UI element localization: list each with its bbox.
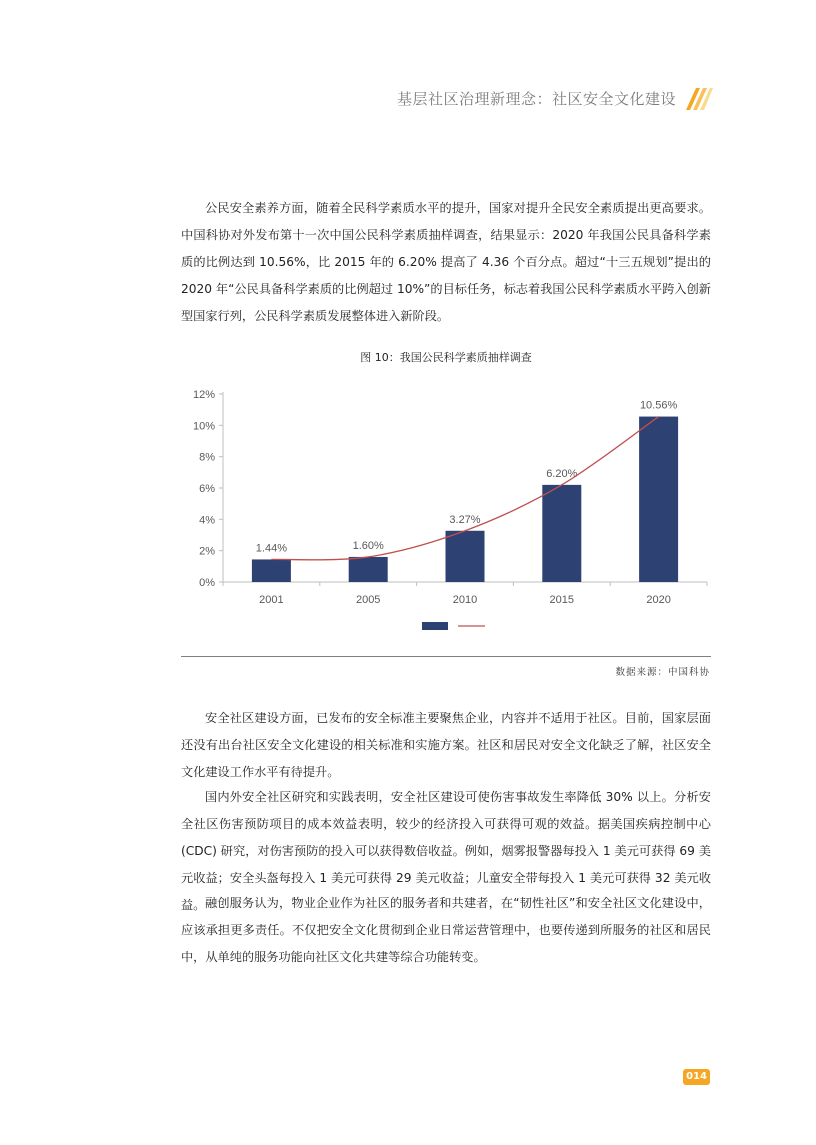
y-tick-label: 12% <box>192 389 215 401</box>
paragraph-citizen-literacy: 公民安全素养方面，随着全民科学素质水平的提升，国家对提升全民安全素质提出更高要求。中国科协对外发布第十一次中国公民科学素质抽样调查，结果显示：2020 年我国公民具备科学素质的比例达到 10.56%，比 2015 年的 6.20% 提高了 4.36 个百分点。超过“十三五规划”提出的 2020 年“公民具备科学素质的比例超过 10%”的目标任务，标志着我国公民科学素质水平跨入创新型国家行列，公民科学素质发展整体进入新阶段。 <box>181 201 711 323</box>
paragraph-property-service: 融创服务认为，物业企业作为社区的服务者和共建者，在“韧性社区”和安全社区文化建设中，应该承担更多责任。不仅把安全文化贯彻到企业日常运营管理中，也要传递到所服务的社区和居民中，从单纯的服务功能向社区文化共建等综合功能转变。 <box>181 896 711 964</box>
bar-2015 <box>542 485 581 582</box>
y-tick-label: 0% <box>199 577 215 589</box>
data-source: 数据来源：中国科协 <box>615 667 710 678</box>
y-tick-label: 8% <box>199 451 215 464</box>
y-tick-label: 6% <box>199 483 215 495</box>
literacy-bar-chart <box>181 380 711 640</box>
bar-2001 <box>252 559 291 582</box>
figure-caption: 图 10：我国公民科学素质抽样调查 <box>360 351 532 364</box>
header-logo-icon <box>682 82 714 112</box>
y-tick-label: 4% <box>199 514 215 527</box>
x-tick-label: 2005 <box>355 594 381 606</box>
paragraph-research-evidence: 国内外安全社区研究和实践表明，安全社区建设可使伤害事故发生率降低 30% 以上。分析安全社区伤害预防项目的成本效益表明，较少的经济投入可获得可观的效益。据美国疾病控制中心 (CDC) 研究，对伤害预防的投入可以获得数倍收益。例如，烟雾报警器每投入 1 美元可获得 69 美元收益；安全头盔每投入 1 美元可获得 29 美元收益；儿童安全带每投入 1 美元可获得 32 美元收益。 <box>181 790 711 912</box>
x-tick-label: 2001 <box>259 594 284 606</box>
data-label-2010: 3.27% <box>449 513 481 526</box>
x-tick-label: 2020 <box>646 594 671 606</box>
bar-2005 <box>349 557 388 582</box>
x-tick-label: 2010 <box>452 594 478 606</box>
legend-bar-swatch <box>422 622 448 630</box>
page-header-title: 基层社区治理新理念：社区安全文化建设 <box>396 90 676 108</box>
page-number-badge: 014 <box>683 1069 710 1085</box>
data-label-2015: 6.20% <box>546 467 578 480</box>
paragraph-safe-community: 安全社区建设方面，已发布的安全标准主要聚焦企业，内容并不适用于社区。目前，国家层面还没有出台社区安全文化建设的相关标准和实施方案。社区和居民对安全文化缺乏了解，社区安全文化建设工作水平有待提升。 <box>181 711 711 779</box>
data-label-2020: 10.56% <box>639 399 678 412</box>
data-label-2005: 1.60% <box>352 539 384 552</box>
data-label-2001: 1.44% <box>255 542 288 555</box>
x-tick-label: 2015 <box>549 594 575 606</box>
bar-2010 <box>446 531 485 582</box>
source-divider <box>181 656 711 657</box>
y-tick-label: 10% <box>192 420 215 433</box>
y-tick-label: 2% <box>199 545 215 558</box>
bar-2020 <box>639 417 678 582</box>
